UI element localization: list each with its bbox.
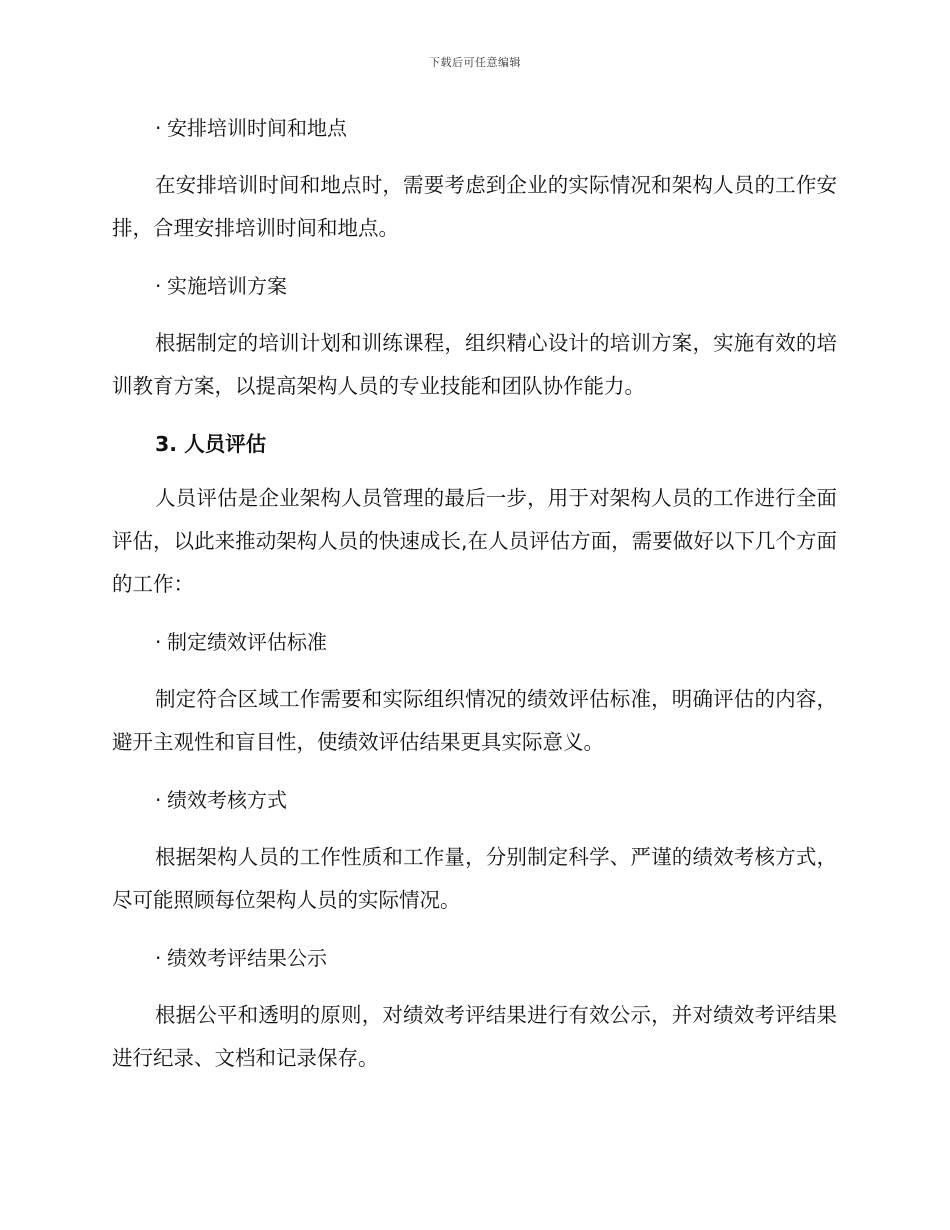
document-body — [112, 112, 837, 1100]
section-heading: 3. 人员评估 — [155, 432, 267, 456]
bullet-text: 绩效考核方式 — [167, 788, 287, 812]
bullet-dot: · — [155, 946, 162, 970]
paragraph: 在安排培训时间和地点时，需要考虑到企业的实际情况和架构人员的工作安排，合理安排培训时间和地点。 — [112, 173, 837, 240]
bullet-text: 绩效考评结果公示 — [167, 946, 327, 970]
paragraph: 人员评估是企业架构人员管理的最后一步，用于对架构人员的工作进行全面评估，以此来推动架构人员的快速成长,在人员评估方面，需要做好以下几个方面的工作： — [112, 486, 837, 596]
bullet-dot: · — [155, 630, 162, 654]
bullet-text: 实施培训方案 — [167, 274, 287, 298]
bullet-text: 安排培训时间和地点 — [167, 116, 347, 140]
bullet-text: 制定绩效评估标准 — [167, 630, 327, 654]
bullet-dot: · — [155, 274, 162, 298]
paragraph: 根据架构人员的工作性质和工作量，分别制定科学、严谨的绩效考核方式，尽可能照顾每位架构人员的实际情况。 — [112, 845, 837, 912]
bullet-item — [155, 112, 837, 144]
paragraph: 根据公平和透明的原则，对绩效考评结果进行有效公示，并对绩效考评结果进行纪录、文档和记录保存。 — [112, 1003, 837, 1070]
paragraph: 制定符合区域工作需要和实际组织情况的绩效评估标准，明确评估的内容，避开主观性和盲目性，使绩效评估结果更具实际意义。 — [112, 687, 837, 754]
bullet-item — [155, 270, 837, 302]
bullet-dot: · — [155, 788, 162, 812]
page-header: 下载后可任意编辑 — [429, 56, 521, 69]
bullet-item — [155, 626, 837, 658]
bullet-item — [155, 784, 837, 816]
bullet-item — [155, 942, 837, 974]
bullet-dot: · — [155, 116, 162, 140]
paragraph: 根据制定的培训计划和训练课程，组织精心设计的培训方案，实施有效的培训教育方案，以提高架构人员的专业技能和团队协作能力。 — [112, 331, 837, 398]
